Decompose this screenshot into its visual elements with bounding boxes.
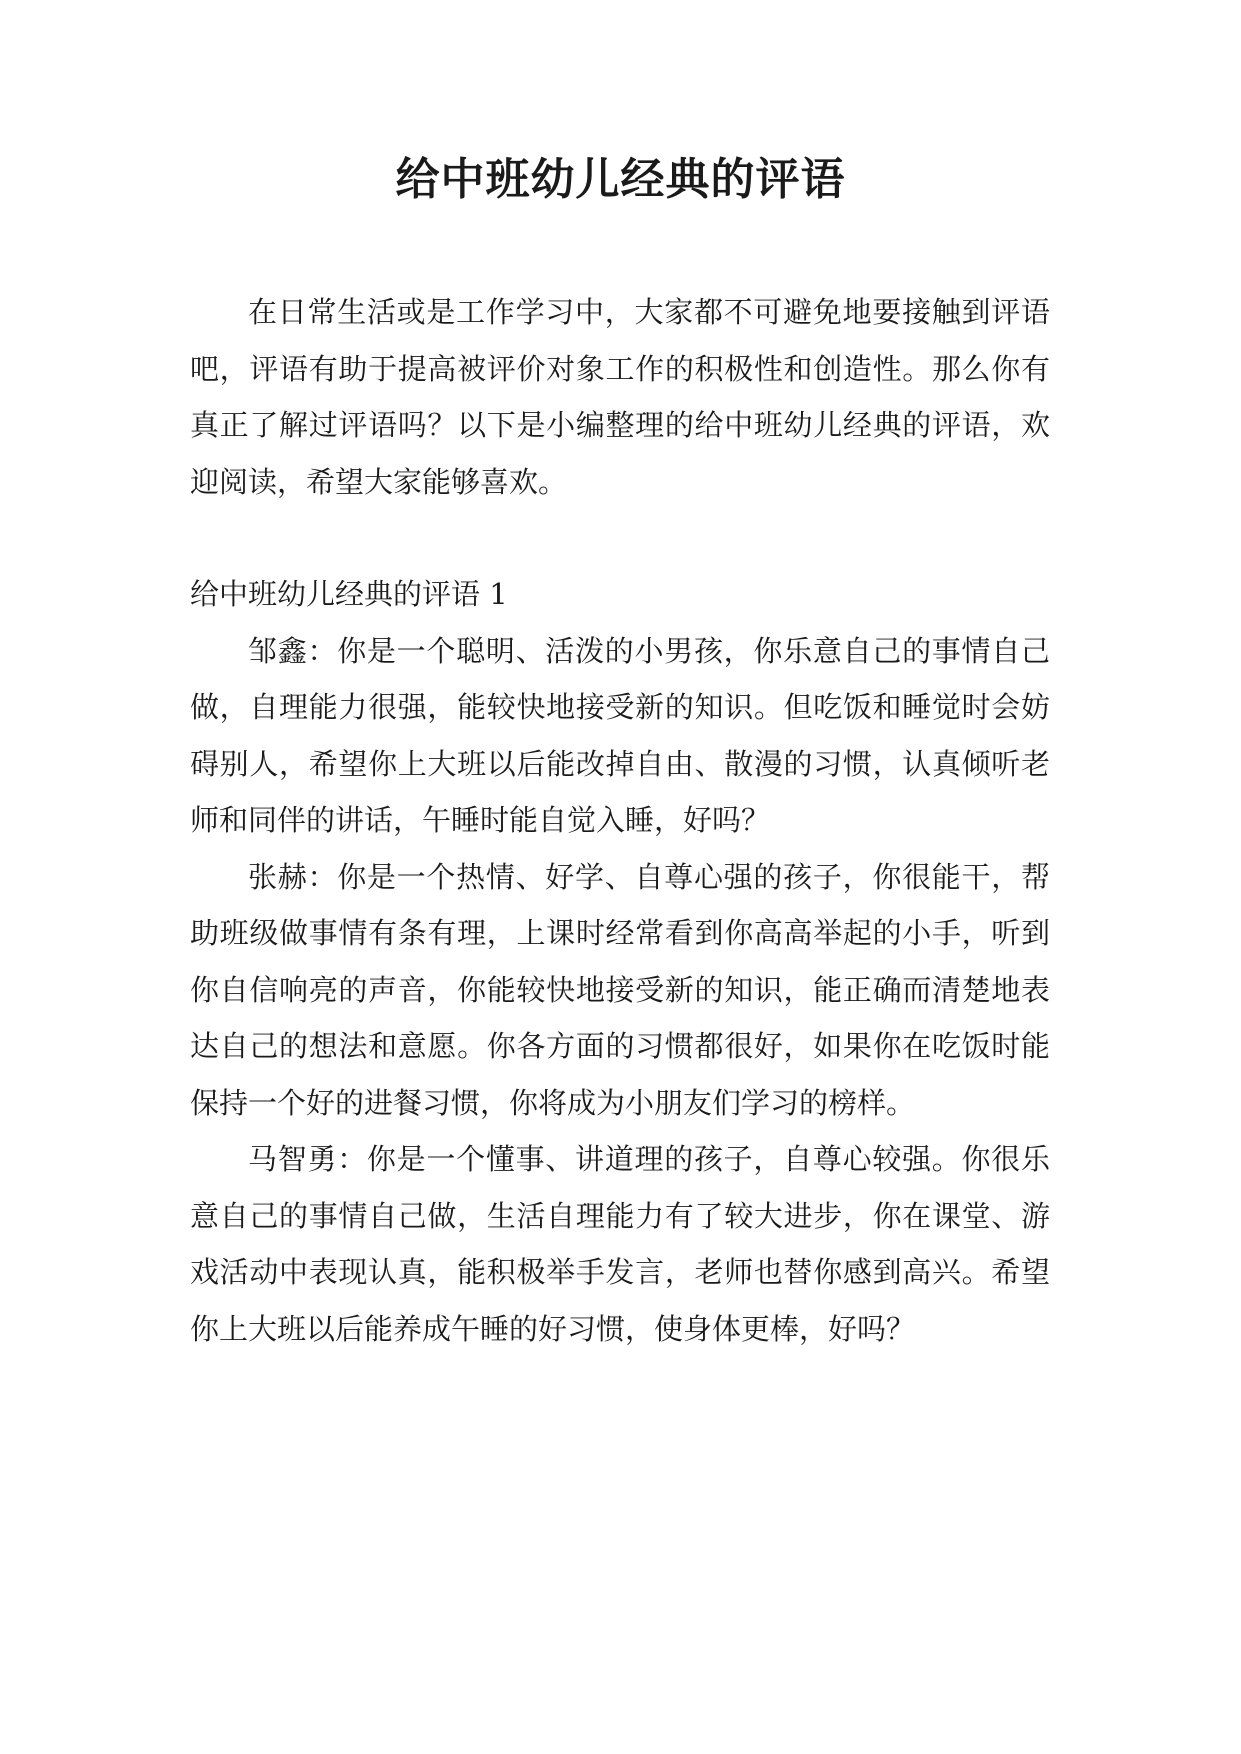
comment-paragraph-1: 邹鑫：你是一个聪明、活泼的小男孩，你乐意自己的事情自己做，自理能力很强，能较快地接受新的知识。但吃饭和睡觉时会妨碍别人，希望你上大班以后能改掉自由、散漫的习惯，认真倾听老师和同伴的讲话，午睡时能自觉入睡，好吗？ xyxy=(190,633,1050,837)
section-heading: 给中班幼儿经典的评语 1 xyxy=(190,577,508,611)
intro-paragraph: 在日常生活或是工作学习中，大家都不可避免地要接触到评语吧，评语有助于提高被评价对象工作的积极性和创造性。那么你有真正了解过评语吗？以下是小编整理的给中班幼儿经典的评语，欢迎阅读，希望大家能够喜欢。 xyxy=(190,295,1050,499)
document-body xyxy=(190,284,1050,1357)
document-title: 给中班幼儿经典的评语 xyxy=(395,154,846,205)
comment-paragraph-3: 马智勇：你是一个懂事、讲道理的孩子，自尊心较强。你很乐意自己的事情自己做，生活自理能力有了较大进步，你在课堂、游戏活动中表现认真，能积极举手发言，老师也替你感到高兴。希望你上大班以后能养成午睡的好习惯，使身体更棒，好吗？ xyxy=(190,1142,1050,1346)
comment-paragraph-2: 张赫：你是一个热情、好学、自尊心强的孩子，你很能干，帮助班级做事情有条有理，上课时经常看到你高高举起的小手，听到你自信响亮的声音，你能较快地接受新的知识，能正确而清楚地表达自己的想法和意愿。你各方面的习惯都很好，如果你在吃饭时能保持一个好的进餐习惯，你将成为小朋友们学习的榜样。 xyxy=(190,859,1050,1120)
